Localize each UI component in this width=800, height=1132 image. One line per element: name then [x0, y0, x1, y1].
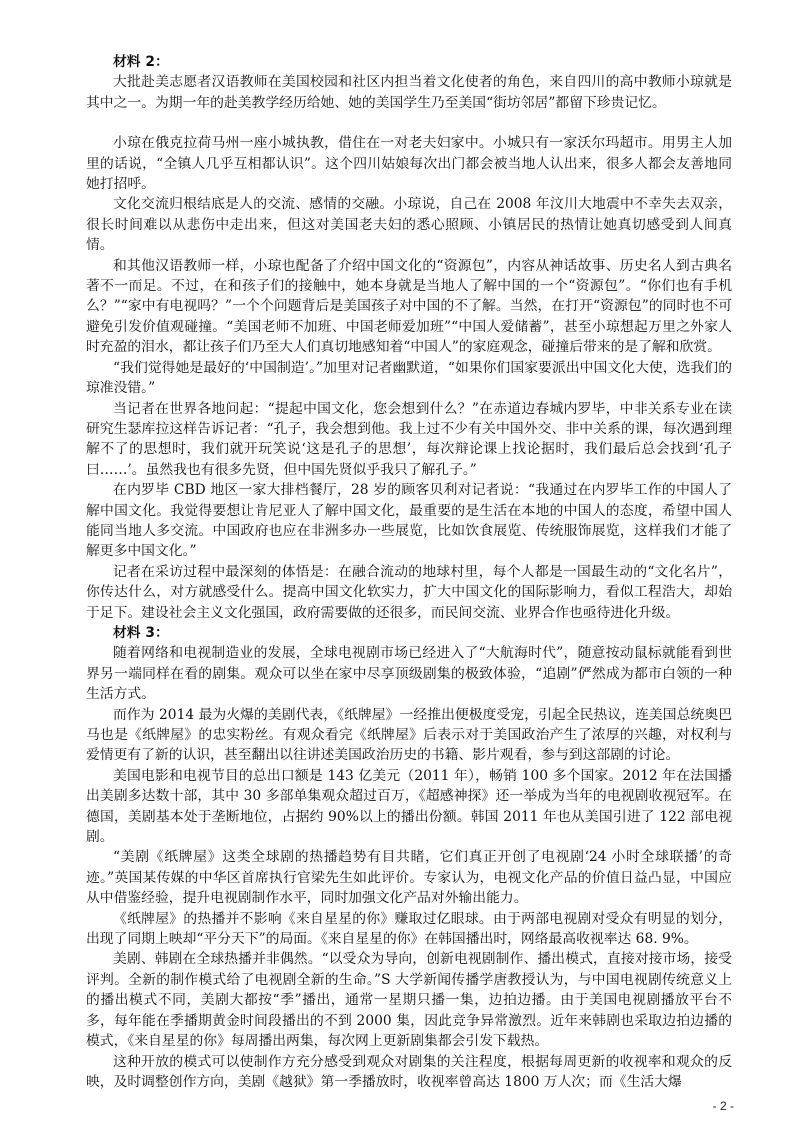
material-3-paragraph-3: 美国电影和电视节目的总出口额是 143 亿美元（2011 年），畅销 100 多个国家。2012 年在法国播出美剧多达数十部，其中 30 多部单集观众超过百万，《超感神探》还一举成为当年的电视剧收视冠军。在德国，美剧基本处于垄断地位，占据约 90%以上的播出份额。韩国 2011 年也从美国引进了 122 部电视剧。 [86, 767, 732, 846]
material-2-paragraph-6: 当记者在世界各地问起：“提起中国文化，您会想到什么？”在赤道边春城内罗毕，中非关系专业在读研究生瑟库拉这样告诉记者：“孔子，我会想到他。我上过不少有关中国外交、非中关系的课，每次遇到理解不了的思想时，我们就开玩笑说‘这是孔子的思想’，每次辩论课上找论据时，我们最后总会找到‘孔子曰……’。虽然我也有很多先贤，但中国先贤似乎我只了解孔子。” [86, 400, 732, 478]
material-2-paragraph-3: 文化交流归根结底是人的交流、感情的交融。小琼说，自己在 2008 年汶川大地震中不幸失去双亲，很长时间难以从悲伤中走出来，但这对美国老夫妇的悉心照顾、小镇居民的热情让她真切感受到人间真情。 [86, 196, 732, 254]
material-2-paragraph-7: 在内罗毕 CBD 地区一家大排档餐厅，28 岁的顾客贝利对记者说：“我通过在内罗毕工作的中国人了解中国文化。我觉得要想让肯尼亚人了解中国文化，最重要的是生活在本地的中国人的态度，希望中国人能同当地人多交流。中国政府也应在非洲多办一些展览，比如饮食展览、传统服饰展览，这样我们才能了解更多中国文化。” [86, 482, 732, 560]
material-2-paragraph-2: 小琼在俄克拉荷马州一座小城执教，借住在一对老夫妇家中。小城只有一家沃尔玛超市。用男主人加里的话说，“全镇人几乎互相都认识”。这个四川姑娘每次出门都会被当地人认出来，很多人都会友善地同她打招呼。 [86, 135, 732, 193]
material-3-paragraph-4: “美剧《纸牌屋》这类全球剧的热播趋势有目共睹，它们真正开创了电视剧‘24 小时全球联播’的奇迹。”英国某传媒的中华区首席执行官梁先生如此评价。专家认为，电视文化产品的价值日益凸显，中国应从中借鉴经验，提升电视剧制作水平，同时加强文化产品对外输出能力。 [86, 849, 732, 907]
material-2-paragraph-5: “我们觉得她是最好的‘中国制造’。”加里对记者幽默道，“如果你们国家要派出中国文化大使，选我们的琼准没错。” [86, 359, 732, 397]
material-2-paragraph-4: 和其他汉语教师一样，小琼也配备了介绍中国文化的“资源包”，内容从神话故事、历史名人到古典名著不一而足。不过，在和孩子们的接触中，她本身就是当地人了解中国的一个“资源包”。“你们也有手机么？”“家中有电视吗？”一个个问题背后是美国孩子对中国的不了解。当然，在打开“资源包”的同时也不可避免引发价值观碰撞。“美国老师不加班、中国老师爱加班”“中国人爱储蓄”，甚至小琼想起万里之外家人时充盈的泪水，都让孩子们乃至大人们真切地感知着“中国人”的家庭观念，碰撞后带来的是了解和欣赏。 [86, 257, 732, 356]
material-3-paragraph-2: 而作为 2014 最为火爆的美剧代表，《纸牌屋》一经推出便极度受宠，引起全民热议，连美国总统奥巴马也是《纸牌屋》的忠实粉丝。有观众看完《纸牌屋》后表示对于美国政治产生了浓厚的兴趣，对权利与爱情更有了新的认识，甚至翻出以往讲述美国政治历史的书籍、影片观看，参与到这部剧的讨论。 [86, 706, 732, 764]
material-2-paragraph-8: 记者在采访过程中最深刻的体悟是：在融合流动的地球村里，每个人都是一国最生动的“文化名片”，你传达什么，对方就感受什么。提高中国文化软实力，扩大中国文化的国际影响力，看似工程浩大，却始于足下。建设社会主义文化强国，政府需要做的还很多，而民间交流、业界合作也亟待进化升级。 [86, 563, 732, 621]
material-3-paragraph-7: 这种开放的模式可以使制作方充分感受到观众对剧集的关注程度，根据每周更新的收视率和观众的反映，及时调整创作方向，美剧《越狱》第一季播放时，收视率曾高达 1800 万人次；而《生活大爆 [86, 1053, 732, 1090]
material-3-paragraph-6: 美剧、韩剧在全球热播并非偶然。“以受众为导向，创新电视剧制作、播出模式，直接对接市场，接受评判。全新的制作模式给了电视剧全新的生命。”S 大学新闻传播学唐教授认为，与中国电视剧传统意义上的播出模式不同，美剧大都按“季”播出，通常一星期只播一集，边拍边播。由于美国电视剧播放平台不多，每年能在季播期黄金时间段播出的不到 2000 集，因此竞争异常激烈。近年来韩剧也采取边拍边播的模式，《来自星星的你》每周播出两集，每次网上更新剧集都会引发下载热。 [86, 951, 732, 1050]
material-2-paragraph-1: 大批赴美志愿者汉语教师在美国校园和社区内担当着文化使者的角色，来自四川的高中教师小琼就是其中之一。为期一年的赴美教学经历给她、她的美国学生乃至美国“街坊邻居”都留下珍贵记忆。 [86, 74, 732, 111]
material-2-heading: 材料 2： [113, 54, 169, 70]
page-content [86, 52, 732, 1092]
material-3-heading: 材料 3： [113, 624, 169, 641]
page-number: - 2 - [712, 1099, 734, 1113]
material-3-paragraph-1: 随着网络和电视制造业的发展，全球电视剧市场已经进入了“大航海时代”，随意按动鼠标就能看到世界另一端同样在看的剧集。观众可以坐在家中尽享顶级剧集的极致体验，“追剧”俨然成为都市白领的一种生活方式。 [86, 645, 732, 703]
material-3-paragraph-5: 《纸牌屋》的热播并不影响《来自星星的你》赚取过亿眼球。由于两部电视剧对受众有明显的划分，出现了同期上映却“平分天下”的局面。《来自星星的你》在韩国播出时，网络最高收视率达 68. 9%。 [86, 910, 732, 948]
